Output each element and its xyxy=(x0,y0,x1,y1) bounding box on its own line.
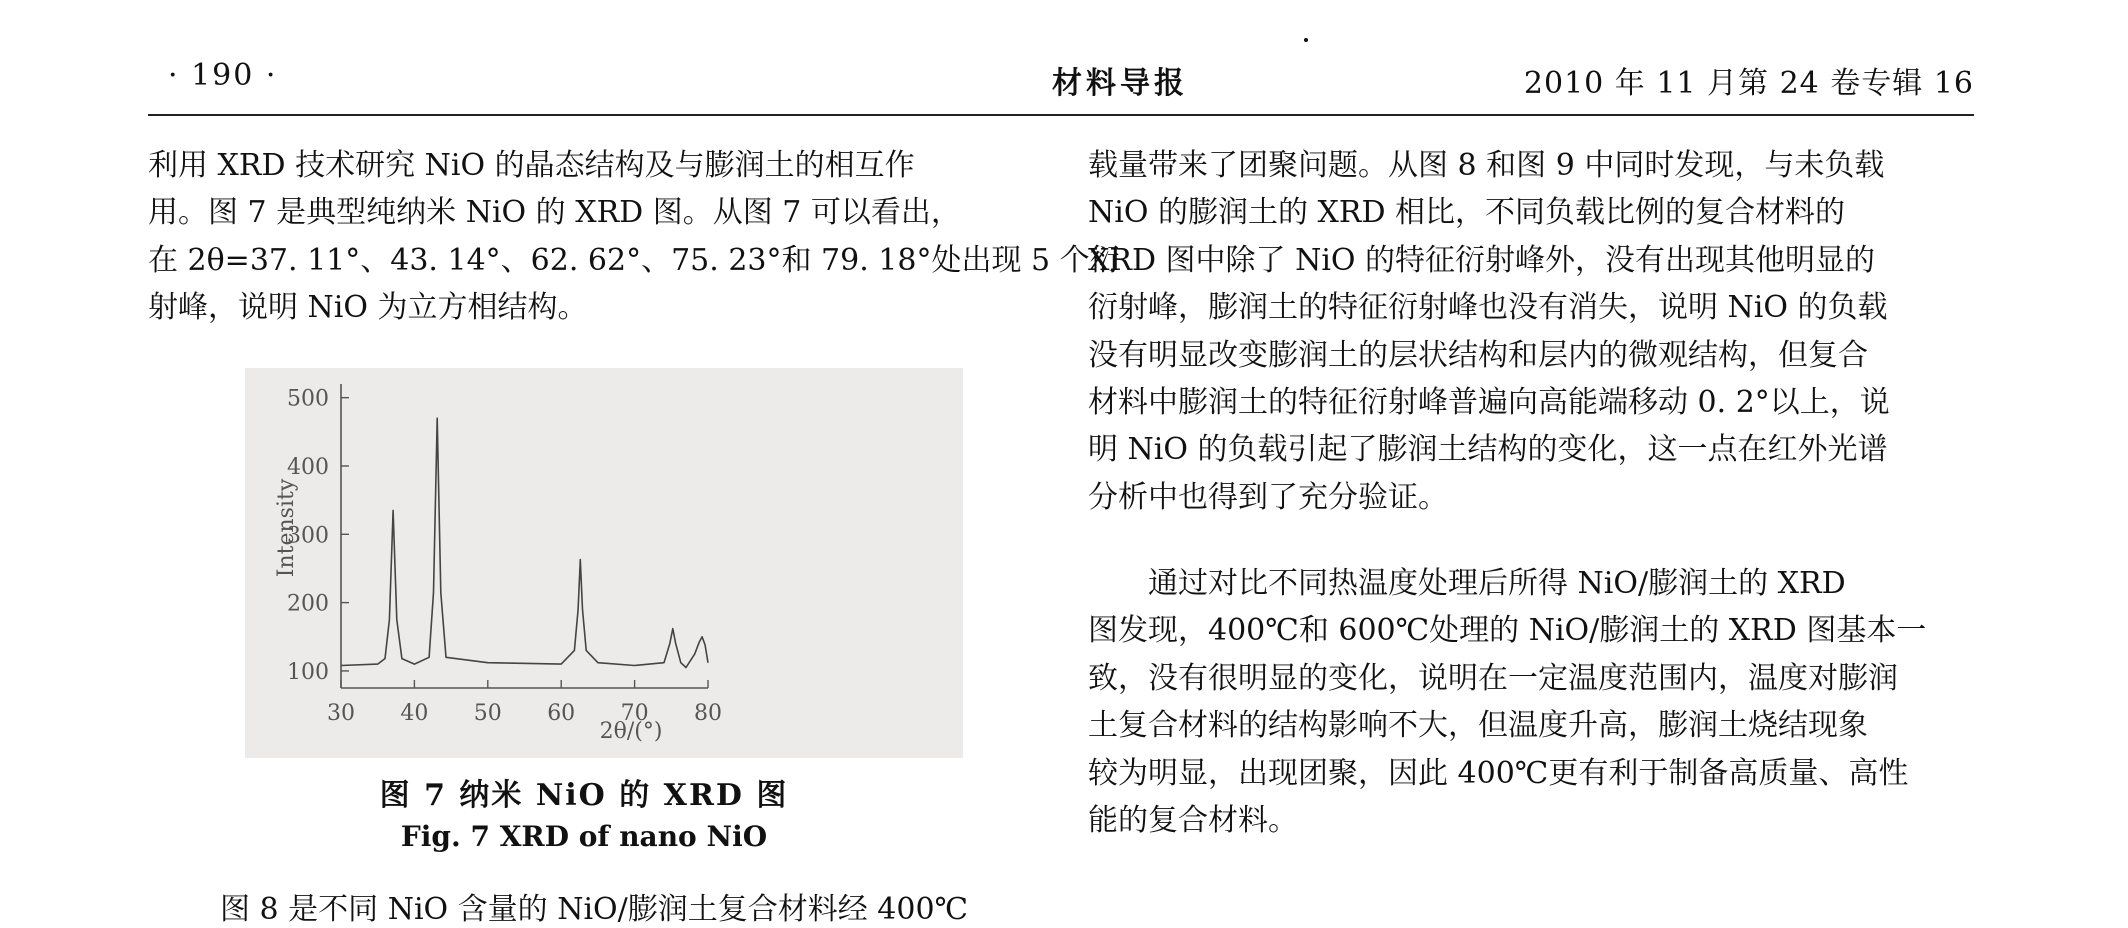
text-line: 在 2θ=37. 11°、43. 14°、62. 62°、75. 23°和 79. 18°处出现 5 个衍 xyxy=(148,242,1120,278)
y-tick-label: 100 xyxy=(287,659,329,685)
truncated-text-line: 图 8 是不同 NiO 含量的 NiO/膨润土复合材料经 400℃ xyxy=(220,892,969,927)
text-line: 材料中膨润土的特征衍射峰普遍向高能端移动 0. 2°以上，说 xyxy=(1088,385,1890,421)
text-line: 致，没有很明显的变化，说明在一定温度范围内，温度对膨润 xyxy=(1088,660,1898,696)
text-line: 衍射峰，膨润土的特征衍射峰也没有消失，说明 NiO 的负载 xyxy=(1088,290,1888,326)
text-line: 能的复合材料。 xyxy=(1088,803,1298,839)
y-tick-label: 200 xyxy=(287,591,329,617)
x-tick-label: 40 xyxy=(400,701,429,726)
figure-caption-en: Fig. 7 XRD of nano NiO xyxy=(400,820,768,853)
y-tick-label: 300 xyxy=(287,523,329,549)
page-number: · 190 · xyxy=(168,58,278,93)
left-paragraph-1 xyxy=(148,142,1120,332)
xrd-series-line xyxy=(341,418,708,667)
text-line: 分析中也得到了充分验证。 xyxy=(1088,479,1448,515)
stray-mark xyxy=(1304,38,1308,42)
y-axis-label: Intensity xyxy=(274,478,299,578)
text-line: 较为明显，出现团聚，因此 400℃更有利于制备高质量、高性 xyxy=(1088,755,1909,791)
text-line: 载量带来了团聚问题。从图 8 和图 9 中同时发现，与未负载 xyxy=(1088,148,1885,183)
x-tick-label: 80 xyxy=(694,701,722,726)
right-paragraph-1 xyxy=(1088,142,1960,521)
text-line: 通过对比不同热温度处理后所得 NiO/膨润土的 XRD xyxy=(1148,566,1846,601)
text-line: 图发现，400℃和 600℃处理的 NiO/膨润土的 XRD 图基本一 xyxy=(1088,613,1927,649)
text-line: 射峰，说明 NiO 为立方相结构。 xyxy=(148,290,588,326)
text-line: 土复合材料的结构影响不大，但温度升高，膨润土烧结现象 xyxy=(1088,708,1868,744)
text-line: 明 NiO 的负载引起了膨润土结构的变化，这一点在红外光谱 xyxy=(1088,432,1888,468)
x-tick-label: 50 xyxy=(473,701,502,726)
xrd-chart xyxy=(245,368,963,758)
text-line: 用。图 7 是典型纯纳米 NiO 的 XRD 图。从图 7 可以看出， xyxy=(148,195,961,231)
figure-7 xyxy=(245,368,963,758)
x-axis-label: 2θ/(°) xyxy=(599,719,663,744)
text-line: 利用 XRD 技术研究 NiO 的晶态结构及与膨润土的相互作 xyxy=(148,148,915,183)
y-tick-label: 400 xyxy=(287,454,329,480)
x-tick-label: 70 xyxy=(620,701,649,726)
text-line: NiO 的膨润土的 XRD 相比，不同负载比例的复合材料的 xyxy=(1088,195,1846,231)
text-line: 没有明显改变膨润土的层状结构和层内的微观结构，但复合 xyxy=(1088,337,1868,373)
y-tick-label: 500 xyxy=(287,386,329,412)
x-tick-label: 60 xyxy=(547,701,576,726)
text-line: XRD 图中除了 NiO 的特征衍射峰外，没有出现其他明显的 xyxy=(1088,242,1876,278)
issue-info: 2010 年 11 月第 24 卷专辑 16 xyxy=(1523,66,1974,101)
x-tick-label: 30 xyxy=(327,701,355,726)
figure-caption-cn: 图 7 纳米 NiO 的 XRD 图 xyxy=(379,778,789,813)
right-paragraph-2 xyxy=(1088,560,1960,844)
running-header xyxy=(148,58,1974,116)
journal-title: 材料导报 xyxy=(1052,66,1188,101)
